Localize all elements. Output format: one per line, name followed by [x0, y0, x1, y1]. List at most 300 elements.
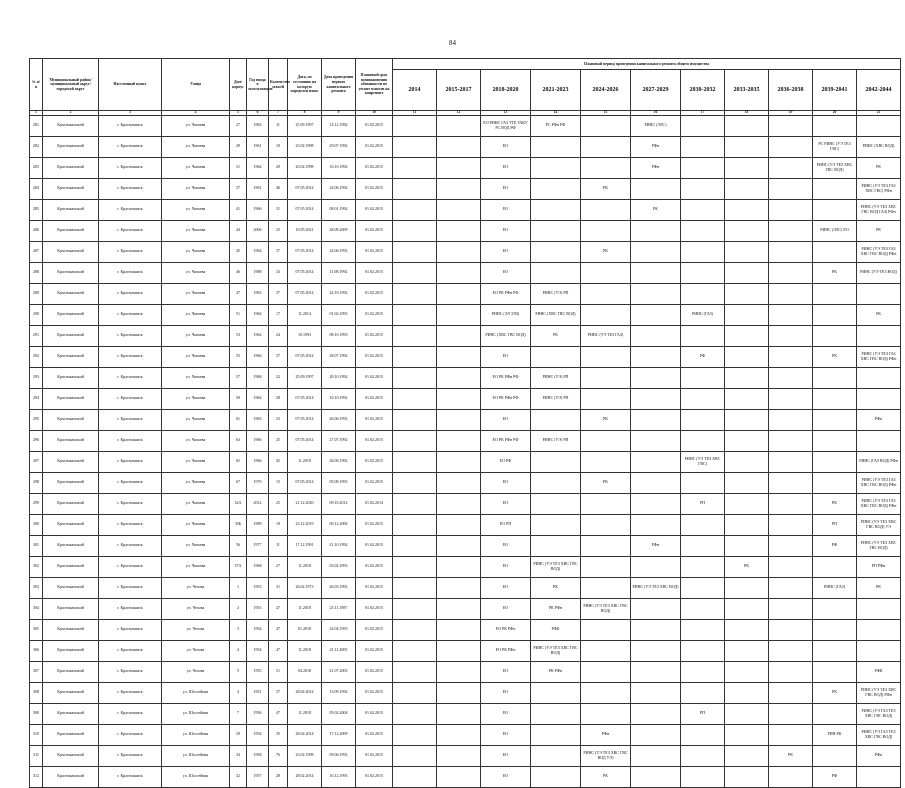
row-number-cell: 304: [30, 598, 43, 619]
street-cell: ул. Шоссейная: [162, 724, 230, 745]
period-cell: [437, 115, 481, 136]
year-header: 2039-2041: [813, 70, 857, 111]
district-cell: Краснокамский: [43, 556, 99, 577]
period-cell: РФ: [813, 766, 857, 787]
period-cell: [725, 598, 769, 619]
wear-date-cell: 26.02.1973: [288, 577, 322, 598]
year-built-cell: 1957: [247, 766, 269, 787]
period-cell: РИНС (УЭ) РП: [531, 388, 581, 409]
period-cell: [437, 325, 481, 346]
district-cell: Краснокамский: [43, 409, 99, 430]
period-cell: РИНС (УЭ ТЕЗ ХВС ГВС ВОД) РФн: [857, 682, 901, 703]
period-cell: РК: [581, 472, 631, 493]
period-cell: [631, 724, 681, 745]
row-number-cell: 296: [30, 430, 43, 451]
column-number-cell: 10: [356, 111, 393, 116]
period-cell: [631, 745, 681, 766]
period-cell: ЕО РК РФн: [481, 640, 531, 661]
first-repair-date-cell: 13.09.1992: [322, 682, 356, 703]
row-number-cell: 311: [30, 745, 43, 766]
period-cell: [393, 283, 437, 304]
period-cell: РИНС (ГАЗ): [681, 304, 725, 325]
table-row: [30, 157, 901, 178]
period-cell: [437, 262, 481, 283]
period-cell: [393, 703, 437, 724]
settlement-cell: г. Краснокамск: [99, 283, 162, 304]
period-cell: [813, 661, 857, 682]
house-cell: 2: [230, 598, 247, 619]
period-cell: РФК: [531, 619, 581, 640]
period-cell: [631, 766, 681, 787]
period-cell: [437, 661, 481, 682]
street-cell: ул. Чапаева: [162, 451, 230, 472]
payment-obligation-cell: 01.02.2014: [356, 493, 393, 514]
row-number-cell: 298: [30, 472, 43, 493]
period-cell: [393, 661, 437, 682]
first-repair-date-cell: 05.02.2004: [322, 703, 356, 724]
period-cell: ЕО: [481, 472, 531, 493]
period-cell: [393, 577, 437, 598]
wear-date-cell: 10.05.2021: [288, 220, 322, 241]
period-cell: [681, 766, 725, 787]
street-cell: ул. Чапаева: [162, 346, 230, 367]
period-cell: [631, 430, 681, 451]
payment-obligation-cell: 01.02.2015: [356, 262, 393, 283]
district-cell: Краснокамский: [43, 493, 99, 514]
row-number-cell: 295: [30, 409, 43, 430]
street-cell: ул. Чапаева: [162, 430, 230, 451]
period-cell: [631, 598, 681, 619]
first-repair-date-cell: 24.06.1992: [322, 241, 356, 262]
wear-date-cell: 10.1993: [288, 325, 322, 346]
house-cell: 1: [230, 577, 247, 598]
table-row: [30, 682, 901, 703]
settlement-cell: г. Краснокамск: [99, 241, 162, 262]
period-cell: РИНС (ХВС ГВС ВОД): [481, 325, 531, 346]
period-cell: ЕО РП: [481, 514, 531, 535]
period-cell: [437, 535, 481, 556]
period-cell: [769, 283, 813, 304]
period-cell: РС РФн РФ: [531, 115, 581, 136]
first-repair-date-cell: 28.07.1992: [322, 346, 356, 367]
wear-date-cell: 11.2018: [288, 640, 322, 661]
table-row: [30, 325, 901, 346]
period-cell: [581, 493, 631, 514]
period-cell: [813, 745, 857, 766]
period-cell: РИНС (УЭ ТЕЗ ХВС ГВС ВОД): [857, 535, 901, 556]
year-built-cell: 1965: [247, 283, 269, 304]
payment-obligation-cell: 01.02.2015: [356, 325, 393, 346]
period-cell: [769, 577, 813, 598]
year-built-cell: 1977: [247, 535, 269, 556]
house-cell: 27: [230, 115, 247, 136]
period-cell: ЕО РИНС ГАЗ ТТЕ УАКУ РС ВОД РФ: [481, 115, 531, 136]
street-cell: ул. Чапаева: [162, 136, 230, 157]
period-cell: [531, 535, 581, 556]
period-header: Плановый период проведения капитального ремонта общего имущества: [393, 59, 901, 70]
period-cell: [681, 136, 725, 157]
period-cell: РФ: [681, 346, 725, 367]
column-number-cell: 17: [681, 111, 725, 116]
period-cell: РК: [581, 766, 631, 787]
period-cell: [857, 619, 901, 640]
street-cell: ул. Чапаева: [162, 262, 230, 283]
period-cell: [437, 682, 481, 703]
column-number-cell: 21: [857, 111, 901, 116]
table-row: [30, 367, 901, 388]
period-cell: [393, 304, 437, 325]
period-cell: РИНС (ГАЗ ВОД) РФн: [857, 451, 901, 472]
period-cell: [631, 178, 681, 199]
period-cell: [769, 661, 813, 682]
street-cell: ул. Чапаева: [162, 304, 230, 325]
period-cell: [581, 514, 631, 535]
period-cell: [531, 766, 581, 787]
year-built-cell: 1951: [247, 682, 269, 703]
period-cell: [725, 493, 769, 514]
period-cell: [393, 241, 437, 262]
period-cell: [581, 304, 631, 325]
row-number-cell: 281: [30, 115, 43, 136]
table-row: [30, 241, 901, 262]
district-cell: Краснокамский: [43, 598, 99, 619]
table-row: [30, 766, 901, 787]
row-number-cell: 310: [30, 724, 43, 745]
period-cell: ЕО РК РФн РФ: [481, 388, 531, 409]
table-row: [30, 514, 901, 535]
street-cell: ул. Чехова: [162, 640, 230, 661]
period-cell: [681, 535, 725, 556]
period-cell: [581, 661, 631, 682]
period-cell: РИНС (УЭ ТЕЗ ГАЗ ХВС ГВС ВОД) РФн: [857, 241, 901, 262]
period-cell: [681, 430, 725, 451]
period-cell: [393, 346, 437, 367]
period-cell: РИНС (ГАЗ): [813, 577, 857, 598]
period-cell: [437, 556, 481, 577]
house-cell: 57: [230, 367, 247, 388]
period-cell: [531, 241, 581, 262]
year-built-cell: 1954: [247, 640, 269, 661]
house-cell: 35Б: [230, 514, 247, 535]
period-cell: РИНС (УЭ) РП: [531, 367, 581, 388]
period-cell: [725, 178, 769, 199]
settlement-cell: г. Краснокамск: [99, 514, 162, 535]
period-cell: [393, 598, 437, 619]
period-cell: [725, 283, 769, 304]
period-cell: [631, 262, 681, 283]
first-repair-date-cell: 16.10.1992: [322, 388, 356, 409]
settlement-cell: г. Краснокамск: [99, 430, 162, 451]
year-built-cell: 1988: [247, 262, 269, 283]
wear-date-cell: 20.02.1998: [288, 157, 322, 178]
settlement-cell: г. Краснокамск: [99, 556, 162, 577]
period-cell: [725, 661, 769, 682]
wear-date-cell: 07.05.2014: [288, 430, 322, 451]
col-header-floors: Количество этажей: [269, 59, 288, 111]
payment-obligation-cell: 01.02.2015: [356, 556, 393, 577]
first-repair-date-cell: 24.04.1993: [322, 619, 356, 640]
district-cell: Краснокамский: [43, 262, 99, 283]
period-cell: [857, 640, 901, 661]
house-cell: 37: [230, 178, 247, 199]
period-cell: РИНС (ЭЛС) ЕО: [813, 220, 857, 241]
year-built-cell: 1989: [247, 514, 269, 535]
period-cell: [393, 178, 437, 199]
first-repair-date-cell: 21.11.2005: [322, 640, 356, 661]
street-cell: ул. Чапаева: [162, 367, 230, 388]
row-number-cell: 285: [30, 199, 43, 220]
floors-cell: 29: [269, 157, 288, 178]
district-cell: Краснокамский: [43, 115, 99, 136]
table-row: [30, 199, 901, 220]
period-cell: [581, 346, 631, 367]
period-cell: [769, 640, 813, 661]
period-cell: [531, 514, 581, 535]
period-cell: [631, 640, 681, 661]
period-cell: [581, 283, 631, 304]
settlement-cell: г. Краснокамск: [99, 640, 162, 661]
period-cell: [393, 451, 437, 472]
period-cell: [681, 157, 725, 178]
house-cell: 4: [230, 640, 247, 661]
period-cell: [813, 367, 857, 388]
period-cell: ЕО РК РФн РФ: [481, 430, 531, 451]
settlement-cell: г. Краснокамск: [99, 766, 162, 787]
column-number-cell: 7: [269, 111, 288, 116]
period-cell: [581, 577, 631, 598]
period-cell: [531, 136, 581, 157]
period-cell: [681, 241, 725, 262]
street-cell: ул. Чапаева: [162, 535, 230, 556]
row-number-cell: 291: [30, 325, 43, 346]
first-repair-date-cell: 25.11.1987: [322, 598, 356, 619]
period-cell: [631, 472, 681, 493]
street-cell: ул. Чехова: [162, 661, 230, 682]
row-number-cell: 284: [30, 178, 43, 199]
period-cell: ЕО: [481, 682, 531, 703]
period-cell: [437, 199, 481, 220]
period-cell: ЕО: [481, 535, 531, 556]
period-cell: [813, 598, 857, 619]
period-cell: РИНС (ЭЛС): [631, 115, 681, 136]
period-cell: [681, 472, 725, 493]
period-cell: РП: [681, 493, 725, 514]
period-cell: [581, 556, 631, 577]
year-built-cell: 1954: [247, 619, 269, 640]
period-cell: РФ: [813, 535, 857, 556]
col-header-district: Муниципальный район/ муниципальный округ/ городской округ: [43, 59, 99, 111]
period-cell: [813, 556, 857, 577]
payment-obligation-cell: 01.02.2015: [356, 535, 393, 556]
payment-obligation-cell: 01.02.2015: [356, 388, 393, 409]
row-number-cell: 302: [30, 556, 43, 577]
period-cell: РП: [681, 703, 725, 724]
floors-cell: 47: [269, 619, 288, 640]
district-cell: Краснокамский: [43, 304, 99, 325]
table-row: [30, 745, 901, 766]
period-cell: [437, 577, 481, 598]
street-cell: ул. Чапаева: [162, 514, 230, 535]
period-cell: ЕО: [481, 661, 531, 682]
payment-obligation-cell: 01.02.2015: [356, 367, 393, 388]
period-cell: [725, 220, 769, 241]
period-cell: [681, 577, 725, 598]
settlement-cell: г. Краснокамск: [99, 304, 162, 325]
payment-obligation-cell: 01.02.2015: [356, 661, 393, 682]
house-cell: 55: [230, 346, 247, 367]
year-header: 2018-2020: [481, 70, 531, 111]
period-cell: [531, 472, 581, 493]
col-header-street: Улица: [162, 59, 230, 111]
col-header-first-repair: Дата проведения первого капитального ремонта: [322, 59, 356, 111]
street-cell: ул. Шоссейная: [162, 745, 230, 766]
wear-date-cell: 28.02.2014: [288, 724, 322, 745]
year-built-cell: 1964: [247, 241, 269, 262]
period-cell: [681, 724, 725, 745]
floors-cell: 31: [269, 199, 288, 220]
column-number-cell: 4: [162, 111, 230, 116]
wear-date-cell: 07.05.2014: [288, 262, 322, 283]
table-row: [30, 430, 901, 451]
period-cell: [531, 262, 581, 283]
first-repair-date-cell: 09.06.1992: [322, 745, 356, 766]
wear-date-cell: 07.05.2014: [288, 241, 322, 262]
column-number-cell: 19: [769, 111, 813, 116]
period-cell: [437, 241, 481, 262]
period-cell: [631, 682, 681, 703]
row-number-cell: 297: [30, 451, 43, 472]
settlement-cell: г. Краснокамск: [99, 199, 162, 220]
period-cell: [725, 304, 769, 325]
period-cell: РИНС (УЭ ГАЗ ТЕЗ ХВС ГВС ВОД): [857, 724, 901, 745]
house-cell: 32: [230, 766, 247, 787]
year-header: 2014: [393, 70, 437, 111]
period-cell: [725, 682, 769, 703]
district-cell: Краснокамский: [43, 703, 99, 724]
year-built-cell: 1966: [247, 430, 269, 451]
settlement-cell: г. Краснокамск: [99, 598, 162, 619]
payment-obligation-cell: 01.02.2015: [356, 577, 393, 598]
street-cell: ул. Шоссейная: [162, 766, 230, 787]
period-cell: [531, 409, 581, 430]
period-cell: [631, 325, 681, 346]
year-header: 2024-2026: [581, 70, 631, 111]
period-cell: [581, 640, 631, 661]
payment-obligation-cell: 01.02.2015: [356, 409, 393, 430]
period-cell: [681, 367, 725, 388]
period-cell: РИНС (УЭ ТЕЗ ВОД): [857, 262, 901, 283]
period-cell: [631, 451, 681, 472]
period-cell: [813, 304, 857, 325]
period-cell: [725, 199, 769, 220]
period-cell: [581, 451, 631, 472]
period-cell: [769, 556, 813, 577]
period-cell: [437, 367, 481, 388]
payment-obligation-cell: 01.02.2015: [356, 619, 393, 640]
period-cell: РИНС (УЭ ТЕЗ ХВС ГВС ВОД УЭ): [581, 745, 631, 766]
column-number-cell: 18: [725, 111, 769, 116]
col-header-settlement: Населенный пункт: [99, 59, 162, 111]
period-cell: [581, 703, 631, 724]
first-repair-date-cell: 21.07.2003: [322, 661, 356, 682]
district-cell: Краснокамский: [43, 661, 99, 682]
period-cell: РФн: [857, 745, 901, 766]
period-cell: РК: [813, 682, 857, 703]
period-cell: [581, 262, 631, 283]
payment-obligation-cell: 01.02.2015: [356, 598, 393, 619]
house-cell: 29: [230, 724, 247, 745]
period-cell: [437, 220, 481, 241]
period-cell: ЕО РК РФн: [481, 619, 531, 640]
period-cell: [581, 388, 631, 409]
wear-date-cell: 01.2018: [288, 619, 322, 640]
period-cell: [857, 367, 901, 388]
floors-cell: 27: [269, 556, 288, 577]
period-cell: ЕО: [481, 577, 531, 598]
period-cell: [681, 262, 725, 283]
col-header-year: Год ввода в эксплуатацию: [247, 59, 269, 111]
period-cell: РФн: [581, 724, 631, 745]
payment-obligation-cell: 01.02.2015: [356, 241, 393, 262]
period-cell: [437, 724, 481, 745]
period-cell: РК: [857, 220, 901, 241]
settlement-cell: г. Краснокамск: [99, 346, 162, 367]
period-cell: [769, 304, 813, 325]
row-number-cell: 293: [30, 367, 43, 388]
period-cell: РК: [581, 409, 631, 430]
district-cell: Краснокамский: [43, 766, 99, 787]
period-cell: ЕО: [481, 766, 531, 787]
period-cell: [531, 157, 581, 178]
capital-repair-table: [29, 58, 901, 788]
year-built-cell: 1966: [247, 346, 269, 367]
period-cell: [681, 682, 725, 703]
payment-obligation-cell: 01.02.2015: [356, 136, 393, 157]
period-cell: РФн: [631, 136, 681, 157]
period-cell: РИНС (УЭ ТЕЗ ГАЗ): [581, 325, 631, 346]
period-cell: [725, 766, 769, 787]
period-cell: [531, 220, 581, 241]
period-cell: [769, 241, 813, 262]
year-built-cell: 2006: [247, 220, 269, 241]
period-cell: [813, 115, 857, 136]
period-cell: [857, 115, 901, 136]
settlement-cell: г. Краснокамск: [99, 451, 162, 472]
period-cell: [813, 640, 857, 661]
row-number-cell: 312: [30, 766, 43, 787]
house-cell: 29: [230, 136, 247, 157]
year-built-cell: 1964: [247, 157, 269, 178]
table-row: [30, 346, 901, 367]
period-cell: РИНС (УЭ ТЕЗ ХВС ГВС ВОД): [581, 598, 631, 619]
period-cell: [725, 619, 769, 640]
house-cell: 44: [230, 220, 247, 241]
table-row: [30, 556, 901, 577]
house-cell: 65: [230, 451, 247, 472]
floors-cell: 10: [269, 136, 288, 157]
row-number-cell: 287: [30, 241, 43, 262]
payment-obligation-cell: 01.02.2015: [356, 220, 393, 241]
period-cell: [769, 703, 813, 724]
period-cell: РК: [581, 178, 631, 199]
payment-obligation-cell: 01.02.2015: [356, 304, 393, 325]
period-cell: [437, 640, 481, 661]
district-cell: Краснокамский: [43, 535, 99, 556]
year-built-cell: 1970: [247, 472, 269, 493]
year-built-cell: 1966: [247, 199, 269, 220]
period-cell: [857, 325, 901, 346]
period-cell: [769, 409, 813, 430]
